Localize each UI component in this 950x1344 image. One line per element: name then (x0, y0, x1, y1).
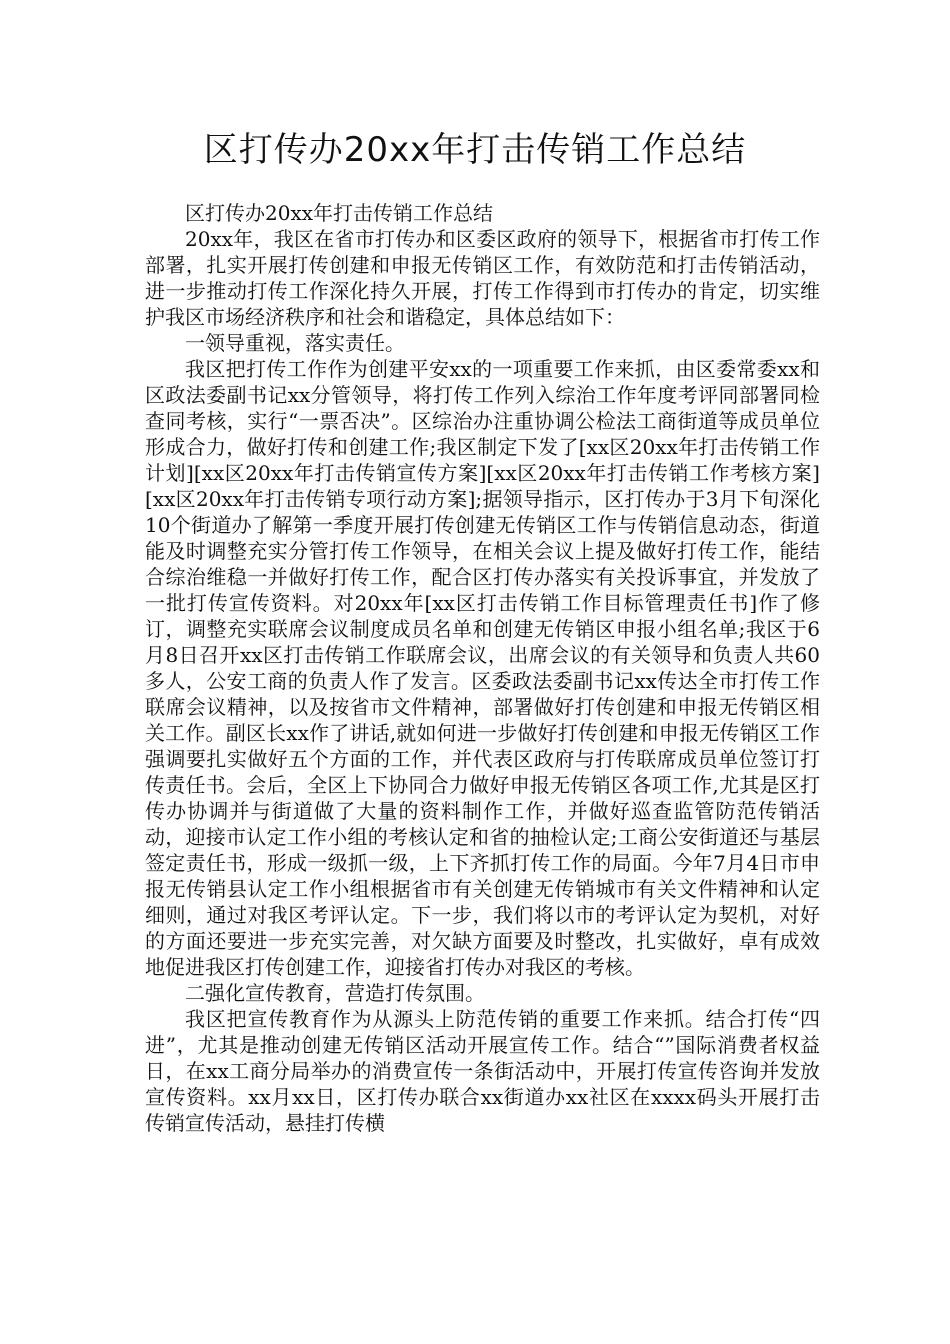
document-title: 区打传办20xx年打击传销工作总结 (203, 130, 747, 170)
section-heading-1: 一领导重视，落实责任。 (185, 331, 405, 355)
paragraph-heading: 区打传办20xx年打击传销工作总结 (185, 201, 494, 225)
paragraph-intro: 20xx年，我区在省市打传办和区委区政府的领导下，根据省市打传工作部署，扎实开展打传创建和申报无传销区工作，有效防范和打击传销活动，进一步推动打传工作深化持久开展，打传工作得到市打传办的肯定，切实维护我区市场经济秩序和社会和谐稳定，具体总结如下： (145, 227, 820, 329)
section-heading-2: 二强化宣传教育，营造打传氛围。 (185, 981, 485, 1005)
paragraph-section-2: 我区把宣传教育作为从源头上防范传销的重要工作来抓。结合打传“四进”，尤其是推动创建无传销区活动开展宣传工作。结合“”国际消费者权益日，在xx工商分局举办的消费宣传一条街活动中，开展打传宣传咨询并发放宣传资料。xx月xx日，区打传办联合xx街道办xx社区在xxxx码头开展打击传销宣传活动，悬挂打传横 (145, 1007, 820, 1135)
document-body (145, 200, 820, 1136)
paragraph-section-1: 我区把打传工作作为创建平安xx的一项重要工作来抓，由区委常委xx和区政法委副书记xx分管领导，将打传工作列入综治工作年度考评同部署同检查同考核，实行“一票否决”。区综治办注重协调公检法工商街道等成员单位形成合力，做好打传和创建工作;我区制定下发了[xx区20xx年打击传销工作计划][xx区20xx年打击传销宣传方案][xx区20xx年打击传销工作考核方案][xx区20xx年打击传销专项行动方案];据领导指示，区打传办于3月下旬深化10个街道办了解第一季度开展打传创建无传销区工作与传销信息动态，街道能及时调整充实分管打传工作领导，在相关会议上提及做好打传工作，能结合综治维稳一并做好打传工作，配合区打传办落实有关投诉事宜，并发放了一批打传宣传资料。对20xx年[xx区打击传销工作目标管理责任书]作了修订，调整充实联席会议制度成员名单和创建无传销区申报小组名单;我区于6月8日召开xx区打击传销工作联席会议，出席会议的有关领导和负责人共60多人，公安工商的负责人作了发言。区委政法委副书记xx传达全市打传工作联席会议精神，以及按省市文件精神，部署做好打传创建和申报无传销区相关工作。副区长xx作了讲话,就如何进一步做好打传创建和申报无传销区工作强调要扎实做好五个方面的工作，并代表区政府与打传联席成员单位签订打传责任书。会后，全区上下协同合力做好申报无传销区各项工作,尤其是区打传办协调并与街道做了大量的资料制作工作，并做好巡查监管防范传销活动，迎接市认定工作小组的考核认定和省的抽检认定;工商公安街道还与基层签定责任书，形成一级抓一级，上下齐抓打传工作的局面。今年7月4日市申报无传销县认定工作小组根据省市有关创建无传销城市有关文件精神和认定细则，通过对我区考评认定。下一步，我们将以市的考评认定为契机，对好的方面还要进一步充实完善，对欠缺方面要及时整改，扎实做好，卓有成效地促进我区打传创建工作，迎接省打传办对我区的考核。 (145, 357, 820, 979)
